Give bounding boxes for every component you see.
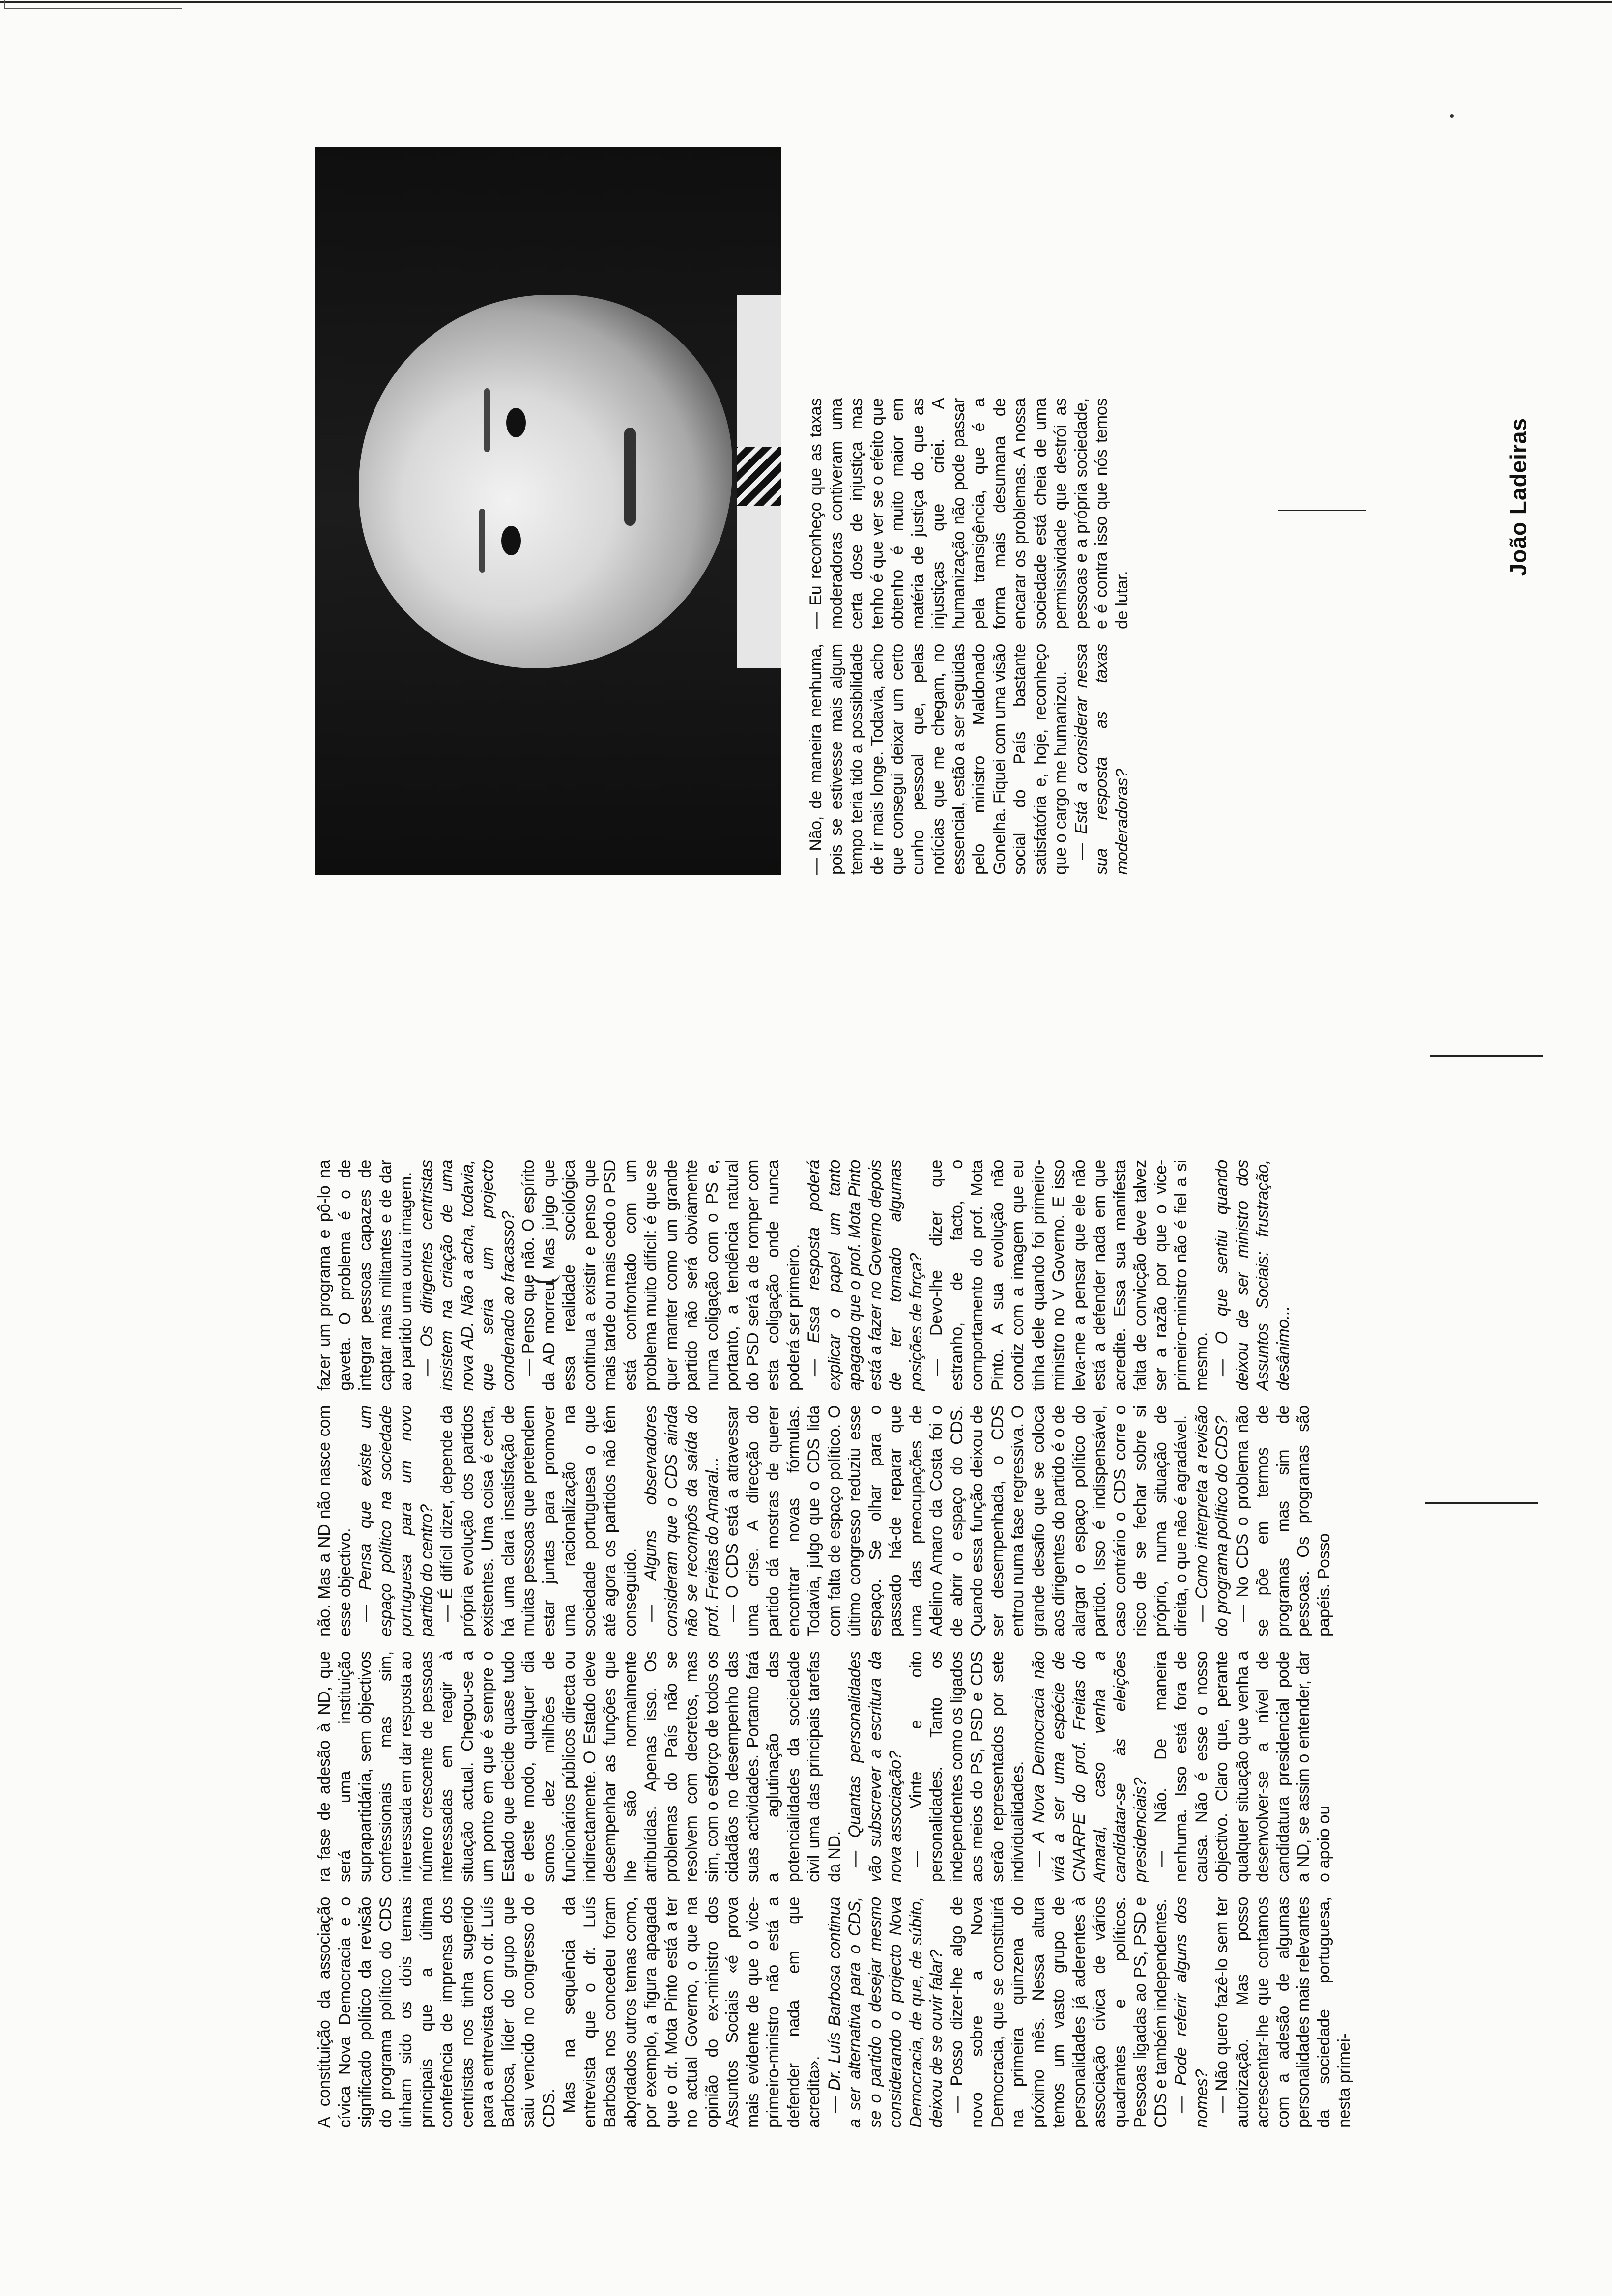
article-paragraph: Mas na sequência da entrevista que o dr. Luís Barbosa nos concedeu foram abordados outros temas como, por exemplo, a figura apagada que o dr. Mota Pinto está a ter no actual Governo, o que na opinião do ex-ministro dos Assuntos Sociais «é prova mais evidente de que o vice-primeiro-ministro não está a defender nada em que acredita».: [560, 1897, 823, 2128]
article-paragraph: — É difícil dizer, depende da própria evolução dos partidos existentes. Uma coisa é certa, há uma clara insatisfação de muitas pessoas que pretendem estar juntas para promover uma racionalização na sociedade portuguesa o que até agora os partidos não têm conseguido.: [437, 1406, 640, 1636]
article-column-2: [315, 1651, 1538, 1882]
portrait-photo: [315, 147, 781, 875]
column-divider: [1425, 1502, 1538, 1504]
newspaper-article: [315, 143, 1538, 2128]
interview-question: — Pode referir alguns dos nomes?: [1172, 1897, 1211, 2128]
column-6-body: [806, 398, 1132, 629]
interview-question: — Pensa que existe um espaço político na sociedade portuguesa para um novo partido do centro?: [356, 1406, 436, 1636]
patterned-tie: [737, 447, 781, 506]
article-column-6: [806, 398, 1538, 629]
eyebrow: [484, 388, 490, 452]
article-column-3: [315, 1406, 1538, 1636]
interview-question: — Essa resposta poderá explicar o papel um tanto apagado que o prof. Mota Pinto está a fazer no Governo depois de ter tomado algumas posições de força?: [805, 1160, 925, 1391]
interview-question: — Está a considerar nessa sua resposta as taxas moderadoras?: [1071, 644, 1131, 875]
eyebrow: [479, 509, 485, 573]
article-paragraph: — Não quero fazê-lo sem ter autorização. Mas posso acrescentar-lhe que contamos com a adesão de algumas personalidades mais relevantes da sociedade portuguesa, nesta primei-: [1212, 1897, 1353, 2128]
article-paragraph: — O CDS está a atravessar uma crise. A direcção do partido dá mostras de querer encontrar novas fórmulas. Todavia, julgo que o CDS lida com falta de espaço político. O último congresso reduziu esse espaço. Se olhar para o passado há-de reparar que uma das preocupações de Adelino Amaro da Costa foi o de abrir o espaço do CDS. Quando essa função deixou de ser desempenhada, o CDS entrou numa fase regressiva. O grande desafio que se coloca aos dirigentes do partido é o de alargar o espaço político do partido. Isso é indispensável, caso contrário o CDS corre o risco de se fechar sobre si próprio, numa situação de direita, o que não é agradável.: [723, 1406, 1190, 1636]
top-border-line: [0, 1, 1612, 3]
article-paragraph: fazer um programa e pô-lo na gaveta. O problema é o de integrar pessoas capazes de captar mais militantes e de dar ao partido uma outra imagem.: [315, 1160, 415, 1391]
article-paragraph: — Vinte e oito personalidades. Tanto os independentes como os ligados aos meios do PS, PSD e CDS serão representados por sete individualidades.: [906, 1651, 1027, 1882]
mouth: [624, 428, 636, 526]
article-paragraph: — Não. De maneira nenhuma. Isso está fora de causa. Não é esse o nosso objectivo. Claro que, perante qualquer situação que venha a desenvolver-se a nível de candidatura presidencial pode a ND, se assim o entender, dar o apoio ou: [1151, 1651, 1333, 1882]
author-signature: João Ladeiras: [1505, 418, 1531, 576]
article-paragraph: ra fase de adesão à ND, que será uma instituição suprapartidária, sem objectivos confessionais mas sim, interessada em dar resposta ao número crescente de pessoas interessadas em reagir à situação actual. Chegou-se a um ponto em que é sempre o Estado que decide quase tudo e deste modo, qualquer dia somos dez milhões de funcionários públicos directa ou indirectamente. O Estado deve desempenhar as funções que lhe são normalmente atribuídas. Apenas isso. Os problemas do País não se resolvem com decretos, mas sim, com o esforço de todos os cidadãos no desempenho das suas actividades. Portanto fará a aglutinação das potencialidades da sociedade civil uma das principais tarefas da ND.: [315, 1651, 844, 1882]
article-paragraph: — Posso dizer-lhe algo de novo sobre a Nova Democracia, que se constituirá na primeira quinzena do próximo mês. Nessa altura temos um vasto grupo de personalidades já aderentes à associação cívica de vários quadrantes e políticos. Pessoas ligadas ao PS, PSD e CDS e também independentes.: [947, 1897, 1170, 2128]
article-column-1: [315, 1897, 1538, 2128]
scan-speck: [1450, 114, 1454, 118]
column-divider: [1278, 510, 1366, 511]
interview-question: — Alguns observadores consideram que o CDS ainda não se recompôs da saída do prof. Freitas do Amaral...: [641, 1406, 721, 1636]
eye: [506, 408, 526, 437]
article-paragraph: — Não, de maneira nenhuma, pois se estivesse mais algum tempo teria tido a possibilidade de ir mais longe. Todavia, acho que consegui deixar um certo cunho pessoal que, pelas notícias que me chegam, no essencial, estão a ser seguidas pelo ministro Maldonado Gonelha. Fiquei com uma visão social do País bastante satisfatória e, hoje, reconheço que o cargo me humanizou.: [806, 644, 1070, 875]
interview-question: — Os dirigentes centristas insistem na criação de uma nova AD. Não a acha, todavia, que seria um projecto condenado ao fracasso?: [417, 1160, 518, 1391]
interview-question: — Como interpreta a revisão do programa político do CDS?: [1192, 1406, 1231, 1636]
interview-question: — Dr. Luís Barbosa continua a ser alternativa para o CDS, se o partido o desejar mesmo considerando o projecto Nova Democracia, de que, de súbito, deixou de se ouvir falar?: [825, 1897, 946, 2128]
article-column-4: [315, 1160, 1538, 1391]
interview-question: — Quantas personalidades vão subscrever a escritura da nova associação?: [845, 1651, 905, 1882]
interview-question: — A Nova Democracia não virá a ser uma espécie de CNARPE do prof. Freitas do Amaral, caso venha a candidatar-se às eleições presidenciais?: [1029, 1651, 1150, 1882]
article-paragraph: não. Mas a ND não nasce com esse objectivo.: [315, 1406, 354, 1636]
article-column-5: [806, 644, 1538, 875]
interview-question: — O que sentiu quando deixou de ser ministro dos Assuntos Sociais: frustração, desânimo...: [1212, 1160, 1293, 1391]
article-paragraph: A constituição da associação cívica Nova Democracia e o significado político da revisão do programa político do CDS tinham sido os dois temas principais que a última conferência de imprensa dos centristas nos tinha sugerido para a entrevista com o dr. Luís Barbosa, líder do grupo que saiu vencido no congresso do CDS.: [315, 1897, 558, 2128]
article-paragraph: — Eu reconheço que as taxas moderadoras contiveram uma certa dose de injustiça mas tenho é que ver se o efeito que obtenho é muito maior em matéria de justiça do que as injustiças que criei. A humanização não pode passar pela transigência, que é a forma mais desumana de encarar os problemas. A nossa sociedade está cheia de uma permissividade que destrói as pessoas e a própria sociedade, e é contra isso que nós temos de lutar.: [806, 398, 1131, 629]
column-divider: [1430, 1055, 1543, 1057]
article-paragraph: — No CDS o problema não se põe em termos de programas mas sim de pessoas. Os programas são papéis. Posso: [1233, 1406, 1333, 1636]
page-corner-fragment: [4, 0, 182, 9]
article-paragraph: — Devo-lhe dizer que estranho, de facto, o comportamento do prof. Mota Pinto. A sua evolução não condiz com a imagem que eu tinha dele quando foi primeiro-ministro no V Governo. E isso leva-me a pensar que ele não está a defender nada em que acredite. Essa sua manifesta falta de convicção deve talvez ser a razão por que o vice-primeiro-ministro não é fiel a si mesmo.: [927, 1160, 1211, 1391]
article-paragraph: — Penso que não. O espírito da AD morreu. Mas julgo que essa realidade sociológica continua a existir e penso que mais tarde ou mais cedo o PSD está confrontado com um problema muito difícil: é que se quer manter como um grande partido não será obviamente numa coligação com o PS e, portanto, a tendência natural do PSD será a de romper com esta coligação onde nunca poderá ser primeiro.: [519, 1160, 803, 1391]
face-shape: [359, 295, 732, 668]
eye: [501, 526, 521, 555]
